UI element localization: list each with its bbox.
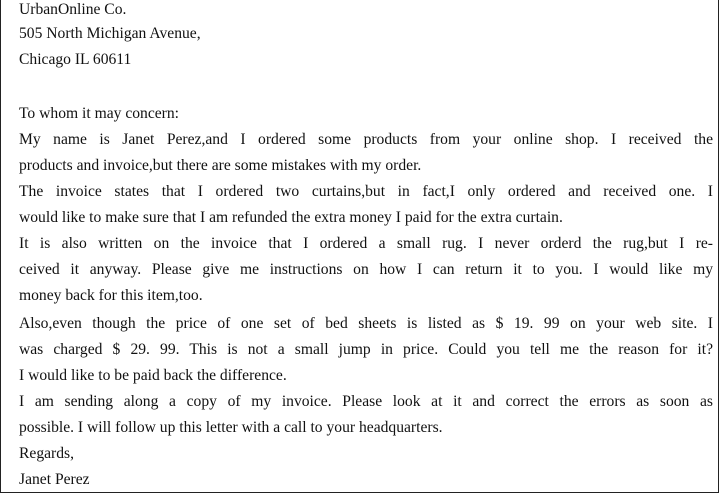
salutation: To whom it may concern: [19, 105, 180, 122]
body-line: Also,even though the price of one set of bed sheets is listed as $ 19. 99 on your web site. I [19, 315, 713, 332]
recipient-company: UrbanOnline Co. [19, 1, 127, 18]
recipient-street: 505 North Michigan Avenue, [19, 25, 201, 42]
recipient-city: Chicago IL 60611 [19, 51, 132, 68]
signature: Janet Perez [19, 471, 90, 488]
body-line: was charged $ 29. 99. This is not a small jump in price. Could you tell me the reason for it? [19, 341, 713, 358]
body-line: My name is Janet Perez,and I ordered some products from your online shop. I received the [19, 131, 713, 148]
body-line: I would like to be paid back the difference. [19, 367, 287, 384]
body-line: I am sending along a copy of my invoice. Please look at it and correct the errors as soon as [19, 393, 713, 410]
body-line: ceived it anyway. Please give me instructions on how I can return it to you. I would like my [19, 261, 713, 278]
body-line: money back for this item,too. [19, 287, 203, 304]
body-line: The invoice states that I ordered two curtains,but in fact,I only ordered and received one. I [19, 183, 713, 200]
body-line: would like to make sure that I am refunded the extra money I paid for the extra curtain. [19, 209, 563, 226]
closing: Regards, [19, 445, 74, 462]
body-line: It is also written on the invoice that I ordered a small rug. I never orderd the rug,but I re- [19, 235, 713, 252]
body-line: possible. I will follow up this letter with a call to your headquarters. [19, 419, 443, 436]
body-line: products and invoice,but there are some mistakes with my order. [19, 157, 422, 174]
